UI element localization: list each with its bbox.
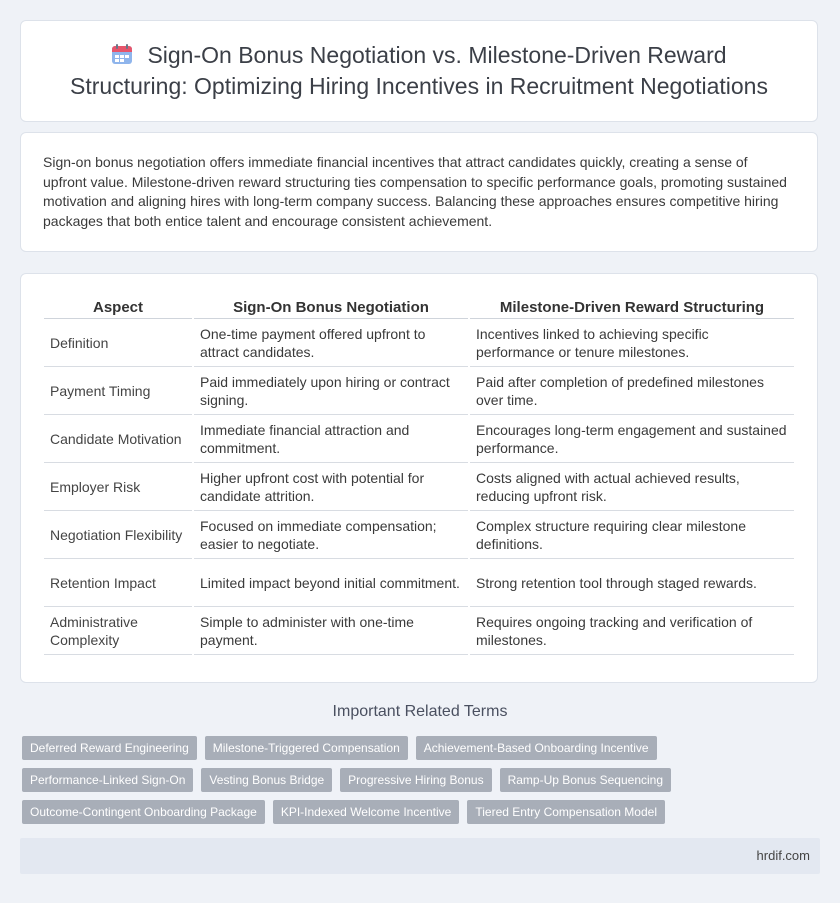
row-milestone: Requires ongoing tracking and verification of milestones. [470,607,794,655]
row-aspect: Employer Risk [44,463,192,511]
row-milestone: Costs aligned with actual achieved results, reducing upfront risk. [470,463,794,511]
row-aspect: Payment Timing [44,367,192,415]
header-aspect: Aspect [44,294,192,319]
header-milestone: Milestone-Driven Reward Structuring [470,294,794,319]
header-sign-on: Sign-On Bonus Negotiation [194,294,468,319]
row-aspect: Negotiation Flexibility [44,511,192,559]
tag-row [22,768,822,792]
row-sign-on: Immediate financial attraction and commitment. [194,415,468,463]
footer-bar [20,838,820,874]
row-sign-on: Simple to administer with one-time payment. [194,607,468,655]
row-milestone: Incentives linked to achieving specific performance or tenure milestones. [470,319,794,367]
calendar-icon [111,43,133,72]
row-milestone: Encourages long-term engagement and sustained performance. [470,415,794,463]
row-sign-on: Paid immediately upon hiring or contract signing. [194,367,468,415]
table-row [44,367,794,415]
row-aspect: Candidate Motivation [44,415,192,463]
row-sign-on: One-time payment offered upfront to attract candidates. [194,319,468,367]
title-card [20,20,818,122]
page-title [21,41,817,101]
row-milestone: Strong retention tool through staged rewards. [470,559,794,607]
related-term-tag[interactable]: Achievement-Based Onboarding Incentive [416,736,657,760]
row-sign-on: Limited impact beyond initial commitment. [194,559,468,607]
table-row [44,607,794,655]
related-term-tag[interactable]: Deferred Reward Engineering [22,736,197,760]
tag-row [22,736,822,760]
intro-paragraph: Sign-on bonus negotiation offers immediate financial incentives that attract candidates quickly, creating a sense of upfront value. Milestone-driven reward structuring ties compensation to specific performance goals, promoting sustained motivation and aligning hires with long-term company success. Balancing these approaches ensures competitive hiring packages that both entice talent and encourage consistent achievement. [43,154,787,229]
comparison-table [42,294,796,655]
table-row [44,463,794,511]
table-row [44,415,794,463]
table-row [44,559,794,607]
related-term-tag[interactable]: Ramp-Up Bonus Sequencing [500,768,671,792]
tag-row [22,800,822,824]
comparison-card [20,273,818,683]
row-aspect: Retention Impact [44,559,192,607]
related-term-tag[interactable]: Vesting Bonus Bridge [201,768,332,792]
row-milestone: Complex structure requiring clear milestone definitions. [470,511,794,559]
related-term-tag[interactable]: Progressive Hiring Bonus [340,768,491,792]
related-term-tag[interactable]: KPI-Indexed Welcome Incentive [273,800,460,824]
row-milestone: Paid after completion of predefined milestones over time. [470,367,794,415]
related-term-tag[interactable]: Tiered Entry Compensation Model [467,800,665,824]
table-row [44,511,794,559]
table-row [44,319,794,367]
row-aspect: Definition [44,319,192,367]
table-header-row [44,294,794,319]
row-sign-on: Higher upfront cost with potential for candidate attrition. [194,463,468,511]
related-term-tag[interactable]: Outcome-Contingent Onboarding Package [22,800,265,824]
related-term-tag[interactable]: Milestone-Triggered Compensation [205,736,408,760]
row-sign-on: Focused on immediate compensation; easier to negotiate. [194,511,468,559]
related-terms-title: Important Related Terms [332,703,508,720]
related-terms-list [22,736,822,832]
footer-site-link[interactable]: hrdif.com [756,848,810,863]
row-aspect: Administrative Complexity [44,607,192,655]
page-title-text: Sign-On Bonus Negotiation vs. Milestone-Driven Reward Structuring: Optimizing Hiring Incentives in Recruitment Negotiations [70,42,768,99]
related-term-tag[interactable]: Performance-Linked Sign-On [22,768,193,792]
intro-card [20,132,818,252]
